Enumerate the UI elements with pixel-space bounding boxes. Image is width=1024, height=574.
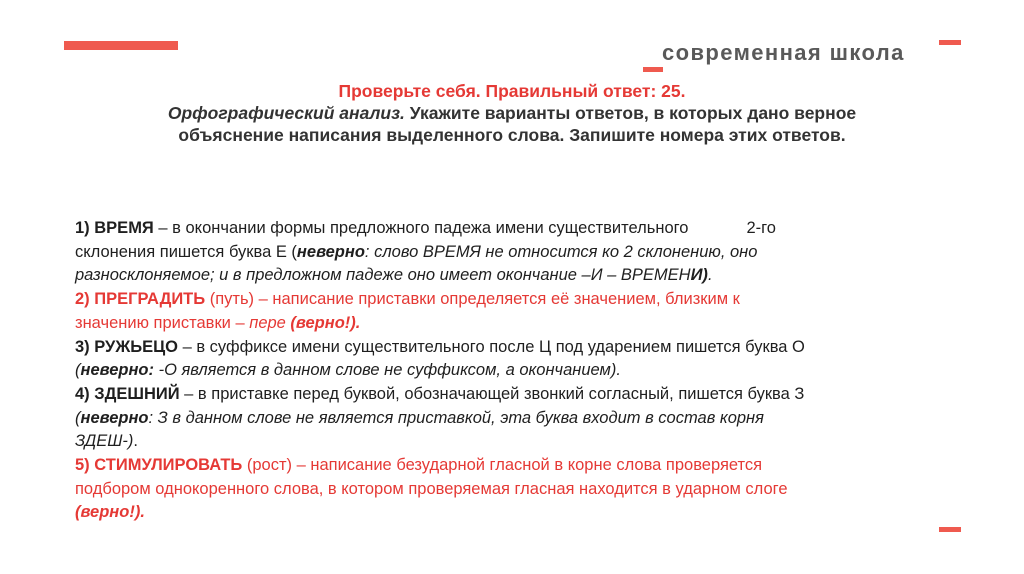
- header-instruction-part1: Укажите варианты ответов, в которых дано верное: [404, 103, 857, 123]
- answer-5-verdict: (верно!).: [75, 503, 145, 522]
- answer-1-explanation-c: склонения пишется буква Е (: [75, 242, 297, 261]
- header-title: Проверьте себя. Правильный ответ: 25.: [338, 81, 686, 101]
- answer-4-explanation: – в приставке перед буквой, обозначающей звонкий согласный, пишется буква З: [179, 384, 805, 403]
- answer-2-explanation-a: (путь) – написание приставки определяется её значением, близким к: [205, 290, 740, 309]
- answer-item-1: [75, 217, 935, 288]
- header-task-type: Орфографический анализ.: [167, 103, 405, 123]
- answers-list: [75, 217, 935, 525]
- answer-4-verdict: неверно: [80, 408, 149, 427]
- answer-1-word: ВРЕМЯ: [94, 219, 154, 237]
- answer-1-number: 1): [75, 219, 95, 237]
- answer-3-word: РУЖЬЕЦО: [94, 337, 178, 356]
- answer-2-line-1: [75, 288, 935, 312]
- answer-1-comment-a: : слово ВРЕМЯ не относится ко 2 склонению, оно: [364, 242, 758, 261]
- answer-5-explanation-b: подбором однокоренного слова, в котором проверяемая гласная находится в ударном слоге: [75, 479, 788, 498]
- answer-5-line-2: [75, 478, 935, 502]
- answer-3-comment: -О является в данном слове не суффиксом, а окончанием).: [154, 361, 621, 380]
- answer-1-comment-ending: И): [690, 266, 708, 285]
- accent-bar-brand: [643, 67, 663, 72]
- brand-logo-text: современная школа: [662, 40, 905, 65]
- answer-3-number: 3): [75, 337, 95, 356]
- answer-4-line-2: [75, 407, 935, 431]
- answer-1-line-1: [75, 217, 935, 241]
- answer-5-line-3: [75, 501, 935, 525]
- answer-2-explanation-b: значению приставки –: [75, 313, 250, 332]
- answer-4-tail: .: [133, 432, 138, 451]
- answer-5-word: СТИМУЛИРОВАТЬ: [94, 456, 243, 475]
- answer-2-prefix: пере: [249, 313, 286, 332]
- answer-5-explanation-a: (рост) – написание безударной гласной в корне слова проверяется: [242, 456, 763, 475]
- answer-4-paren: (: [75, 408, 81, 427]
- answer-item-2: [75, 288, 935, 335]
- answer-item-4: [75, 383, 935, 454]
- answer-4-line-3: [75, 430, 935, 454]
- header-instruction-part2: объяснение написания выделенного слова. Запишите номера этих ответов.: [178, 125, 846, 145]
- answer-item-3: [75, 336, 935, 383]
- answer-1-verdict: неверно: [296, 242, 365, 261]
- answer-4-number: 4): [75, 384, 95, 403]
- answer-5-number: 5): [75, 456, 95, 475]
- answer-3-explanation: – в суффиксе имени существительного после Ц под ударением пишется буква О: [177, 337, 805, 356]
- answer-2-verdict: (верно!).: [285, 313, 361, 332]
- answer-1-line-2: [75, 241, 935, 265]
- answer-1-comment-b: разносклоняемое; и в предложном падеже оно имеет окончание –И – ВРЕМЕН: [75, 266, 691, 285]
- accent-bar-top-right: [939, 40, 961, 45]
- answer-5-line-1: [75, 454, 935, 478]
- answer-1-explanation-a: – в окончании формы предложного падежа имени существительного: [153, 219, 689, 237]
- answer-4-comment-a: : З в данном слове не является приставкой, эта буква входит в состав корня: [148, 408, 764, 427]
- answer-3-verdict: неверно:: [80, 361, 154, 380]
- accent-bar-top-left: [64, 41, 178, 50]
- answer-1-comment-tail: .: [707, 266, 713, 285]
- answer-4-word: ЗДЕШНИЙ: [94, 384, 180, 403]
- answer-1-line-3: [75, 264, 935, 288]
- slide-header: [40, 80, 984, 146]
- answer-2-line-2: [75, 312, 935, 336]
- answer-4-comment-b: ЗДЕШ-): [75, 432, 134, 451]
- accent-bar-bottom-right: [939, 527, 961, 532]
- answer-4-line-1: [75, 383, 935, 407]
- header-line-2: [40, 102, 984, 124]
- answer-2-number: 2): [75, 290, 95, 309]
- answer-item-5: [75, 454, 935, 525]
- answer-1-explanation-b: 2-го: [746, 219, 776, 237]
- answer-3-line-2: [75, 359, 935, 383]
- answer-2-word: ПРЕГРАДИТЬ: [94, 290, 206, 309]
- answer-3-paren: (: [75, 361, 81, 380]
- answer-3-line-1: [75, 336, 935, 360]
